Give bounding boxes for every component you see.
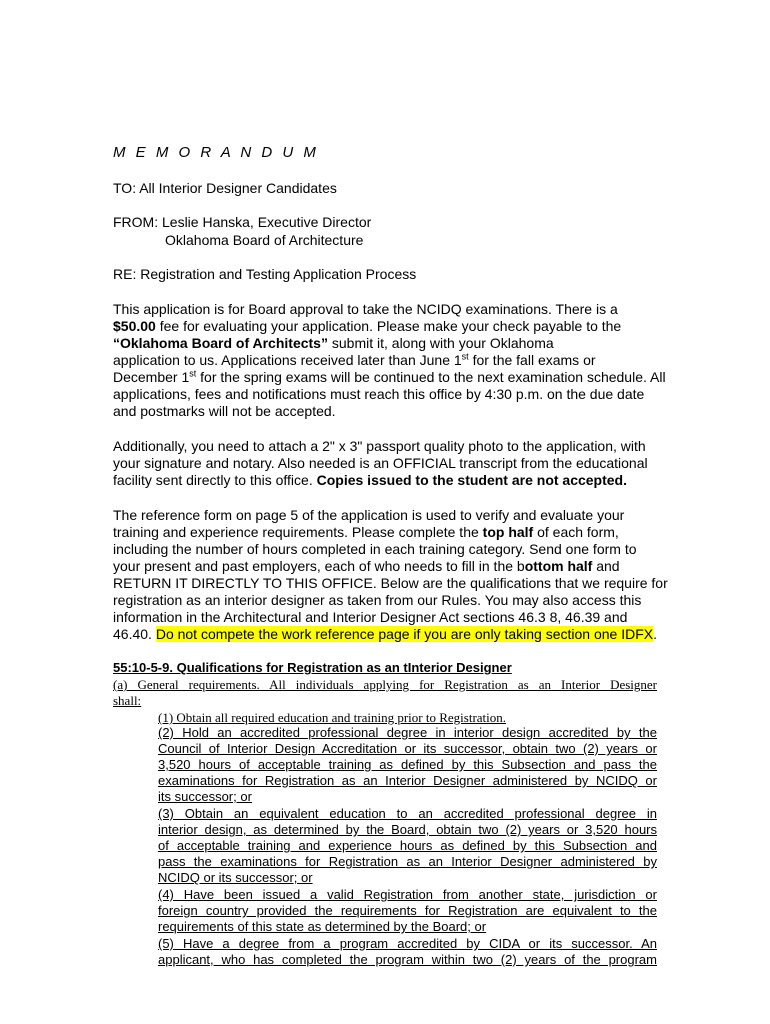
item2-line: Council of Interior Design Accreditation or its successor, obtain two (2) years or [158, 741, 657, 756]
p1-line6: applications, fees and notifications must reach this office by 4:30 p.m. on the due date [113, 386, 645, 402]
p1-line7: and postmarks will not be accepted. [113, 403, 336, 419]
p2-line2: your signature and notary. Also needed is an OFFICIAL transcript from the educational [113, 455, 648, 471]
item3-line: NCIDQ or its successor; or [158, 870, 313, 885]
p3-line2-end: of each form, [533, 524, 619, 540]
p1-line4-end: for the fall exams or [468, 352, 596, 368]
memo-re: RE: Registration and Testing Application Process [113, 266, 417, 282]
p3-line8-text: 46.40. [113, 626, 156, 642]
copies-warning: Copies issued to the student are not accepted. [316, 472, 628, 488]
p2-line1: Additionally, you need to attach a 2" x 3" passport quality photo to the application, with [113, 438, 646, 454]
top-half-emphasis: top half [482, 524, 534, 540]
p2-line3 [113, 472, 673, 489]
fee-amount: $50.00 [113, 318, 156, 334]
p1-line4 [113, 352, 673, 369]
highlighted-notice: Do not compete the work reference page if you are only taking section one IDFX [155, 626, 654, 642]
requirement-item-4 [158, 887, 657, 935]
requirement-item-1: (1) Obtain all required education and training prior to Registration. [158, 710, 507, 725]
ordinal-suffix: st [461, 351, 469, 362]
p2-line3-text: facility sent directly to this office. [113, 472, 317, 488]
item4-line: foreign country provided the requirements for Registration are equivalent to the [158, 903, 657, 918]
p3-line4-text: your present and past employers, each of who needs to fill in the b [113, 558, 525, 574]
memo-from: FROM: Leslie Hanska, Executive Director [113, 214, 372, 230]
p1-line5 [113, 369, 673, 386]
item2-line: 3,520 hours of acceptable training as defined by this Subsection and pass the [158, 757, 657, 772]
p1-line2-text: fee for evaluating your application. Please make your check payable to the [155, 318, 622, 334]
p3-line1: The reference form on page 5 of the application is used to verify and evaluate your [113, 507, 625, 523]
item3-line: of acceptable training and experience hours as defined by this Subsection and [158, 838, 657, 853]
p1-line4-text: application to us. Applications received later than June 1 [113, 352, 462, 368]
p1-line1: This application is for Board approval to take the NCIDQ examinations. There is a [113, 301, 618, 317]
requirement-item-5 [158, 936, 657, 968]
item3-line: (3) Obtain an equivalent education to an accredited professional degree in [158, 806, 657, 821]
item2-line: examinations for Registration as an Interior Designer administered by NCIDQ or [158, 773, 657, 788]
item2-line: (2) Hold an accredited professional degree in interior design accredited by the [158, 725, 657, 740]
rule-title: 55:10-5-9. Qualifications for Registration as an tInterior Designer [113, 660, 512, 675]
general-requirements-shall: shall: [113, 693, 142, 708]
memo-heading: M E M O R A N D U M [113, 144, 319, 161]
p3-line7: information in the Architectural and Interior Designer Act sections 46.3 8, 46.39 and [113, 609, 628, 625]
item4-line: requirements of this state as determined by the Board; or [158, 919, 487, 934]
p1-line5-text: December 1 [113, 369, 190, 385]
item3-line: pass the examinations for Registration as an Interior Designer administered by [158, 854, 657, 869]
p1-line3-text: submit it, along with your Oklahoma [327, 335, 554, 351]
p3-line6: registration as an interior designer as taken from our Rules. You may also access this [113, 592, 642, 608]
requirement-item-2 [158, 725, 657, 805]
item2-line: its successor; or [158, 789, 252, 804]
reference-form-paragraph [113, 507, 673, 643]
requirement-item-3 [158, 806, 657, 886]
fee-paragraph [113, 301, 673, 420]
p3-line3: including the number of hours completed in each training category. Send one form to [113, 541, 637, 557]
ordinal-suffix: st [189, 368, 197, 379]
bottom-half-emphasis: ottom half [524, 558, 593, 574]
p3-line2-text: training and experience requirements. Please complete the [113, 524, 483, 540]
item3-line: interior design, as determined by the Board, obtain two (2) years or 3,520 hours [158, 822, 657, 837]
item5-line: (5) Have a degree from a program accredited by CIDA or its successor. An [158, 936, 657, 951]
p3-line2 [113, 524, 673, 541]
p1-line5-end: for the spring exams will be continued to the next examination schedule. All [196, 369, 666, 385]
payee-name: “Oklahoma Board of Architects” [113, 335, 328, 351]
photo-transcript-paragraph [113, 438, 673, 489]
p3-line5: RETURN IT DIRECTLY TO THIS OFFICE. Below are the qualifications that we require for [113, 575, 668, 591]
memo-from-org: Oklahoma Board of Architecture [165, 232, 364, 248]
p3-line4-end: and [592, 558, 620, 574]
item4-line: (4) Have been issued a valid Registration from another state, jurisdiction or [158, 887, 657, 902]
p3-line4 [113, 558, 673, 575]
p1-line2 [113, 318, 673, 335]
p3-line8-end: . [653, 626, 657, 642]
general-requirements-line: (a) General requirements. All individuals applying for Registration as an Interior Designer [113, 677, 657, 692]
p3-line8 [113, 626, 673, 643]
memo-to: TO: All Interior Designer Candidates [113, 180, 337, 196]
item5-line: applicant, who has completed the program within two (2) years of the program [158, 952, 657, 967]
p1-line3 [113, 335, 673, 352]
